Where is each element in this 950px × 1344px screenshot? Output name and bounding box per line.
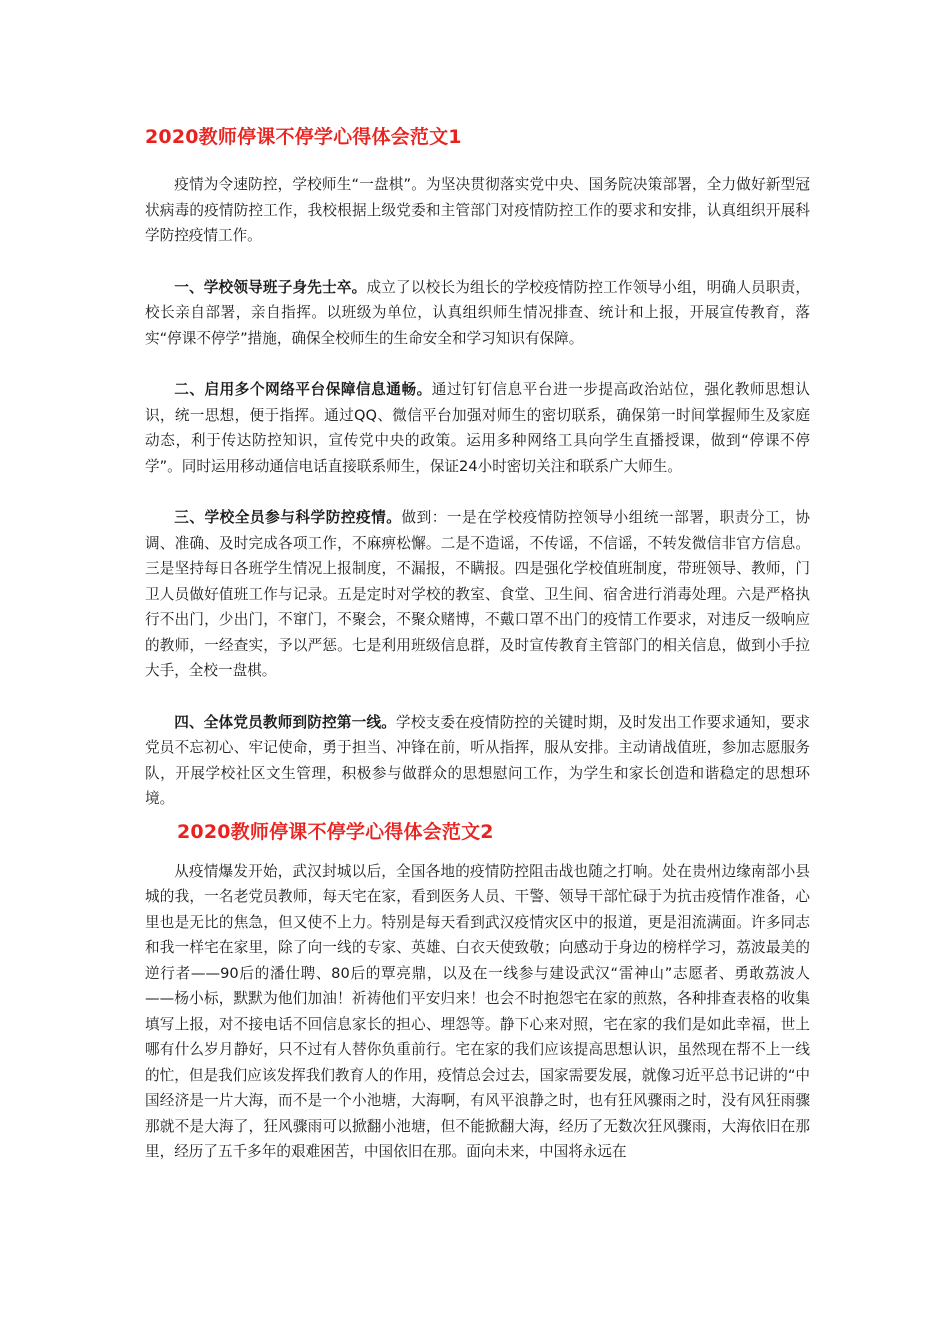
article-1-section-3 <box>145 505 810 684</box>
section-3-lead: 三、学校全员参与科学防控疫情。 <box>174 509 402 526</box>
article-1-section-4 <box>145 710 810 812</box>
section-4-lead: 四、全体党员教师到防控第一线。 <box>174 713 397 731</box>
section-4-text: 学校支委在疫情防控的关键时期，及时发出工作要求通知，要求党员不忘初心、牢记使命，勇于担当、冲锋在前，听从指挥，服从安排。主动请战值班，参加志愿服务队，开展学校社区文生管理，积极参与做群众的思想慰问工作，为学生和家长创造和谐稳定的思想环境。 <box>145 713 810 807</box>
document-page <box>145 118 810 1165</box>
article-1-title: 2020教师停课不停学心得体会范文1 <box>145 126 462 148</box>
article-1-section-1 <box>145 275 810 352</box>
article-2-title: 2020教师停课不停学心得体会范文2 <box>177 820 494 843</box>
section-2-lead: 二、启用多个网络平台保障信息通畅。 <box>174 381 432 398</box>
article-1-intro: 疫情为令速防控，学校师生“一盘棋”。为坚决贯彻落实党中央、国务院决策部署，全力做好新型冠状病毒的疫情防控工作，我校根据上级党委和主管部门对疫情防控工作的要求和安排，认真组织开展科学防控疫情工作。 <box>145 176 810 244</box>
article-2-body: 从疫情爆发开始，武汉封城以后，全国各地的疫情防控阻击战也随之打响。处在贵州边缘南部小县城的我，一名老党员教师，每天宅在家，看到医务人员、干警、领导干部忙碌于为抗击疫情作准备，心里也是无比的焦急，但又使不上力。特别是每天看到武汉疫情灾区中的报道，更是泪流满面。许多同志和我一样宅在家里，除了向一线的专家、英雄、白衣天使致敬；向感动于身边的榜样学习，荔波最美的逆行者——90后的潘仕聘、80后的覃亮鼎，以及在一线参与建设武汉“雷神山”志愿者、勇敢荔波人——杨小标，默默为他们加油！祈祷他们平安归来！也会不时抱怨宅在家的煎熬，各种排查表格的收集填写上报，对不接电话不回信息家长的担心、埋怨等。静下心来对照，宅在家的我们是如此幸福，世上哪有什么岁月静好，只不过有人替你负重前行。宅在家的我们应该提高思想认识，虽然现在帮不上一线的忙，但是我们应该发挥我们教育人的作用，疫情总会过去，国家需要发展，就像习近平总书记讲的“中国经济是一片大海，而不是一个小池塘，大海啊，有风平浪静之时，也有狂风骤雨之时，没有风狂雨骤那就不是大海了，狂风骤雨可以掀翻小池塘，但不能掀翻大海，经历了无数次狂风骤雨，大海依旧在那里，经历了五千多年的艰难困苦，中国依旧在那。面向未来，中国将永远在 <box>145 862 810 1160</box>
section-2-text: 通过钉钉信息平台进一步提高政治站位，强化教师思想认识，统一思想，便于指挥。通过QQ、微信平台加强对师生的密切联系，确保第一时间掌握师生及家庭动态，利于传达防控知识，宣传党中央的政策。运用多种网络工具向学生直播授课，做到“停课不停学”。同时运用移动通信电话直接联系师生，保证24小时密切关注和联系广大师生。 <box>145 381 810 475</box>
section-1-lead: 一、学校领导班子身先士卒。 <box>174 278 367 296</box>
section-3-text: 做到：一是在学校疫情防控领导小组统一部署，职责分工，协调、准确、及时完成各项工作，不麻痹松懈。二是不造谣，不传谣，不信谣，不转发微信非官方信息。三是坚持每日各班学生情况上报制度，不漏报，不瞒报。四是强化学校值班制度，带班领导、教师，门卫人员做好值班工作与记录。五是定时对学校的教室、食堂、卫生间、宿舍进行消毒处理。六是严格执行不出门，少出门，不窜门，不聚会，不聚众赌博，不戴口罩不出门的疫情工作要求，对违反一级响应的教师，一经查实，予以严惩。七是利用班级信息群，及时宣传教育主管部门的相关信息，做到小手拉大手，全校一盘棋。 <box>145 509 810 679</box>
article-1-section-2 <box>145 377 810 479</box>
section-1-text: 成立了以校长为组长的学校疫情防控工作领导小组，明确人员职责，校长亲自部署，亲自指挥。以班级为单位，认真组织师生情况排查、统计和上报，开展宣传教育，落实“停课不停学”措施，确保全校师生的生命安全和学习知识有保障。 <box>145 278 810 347</box>
